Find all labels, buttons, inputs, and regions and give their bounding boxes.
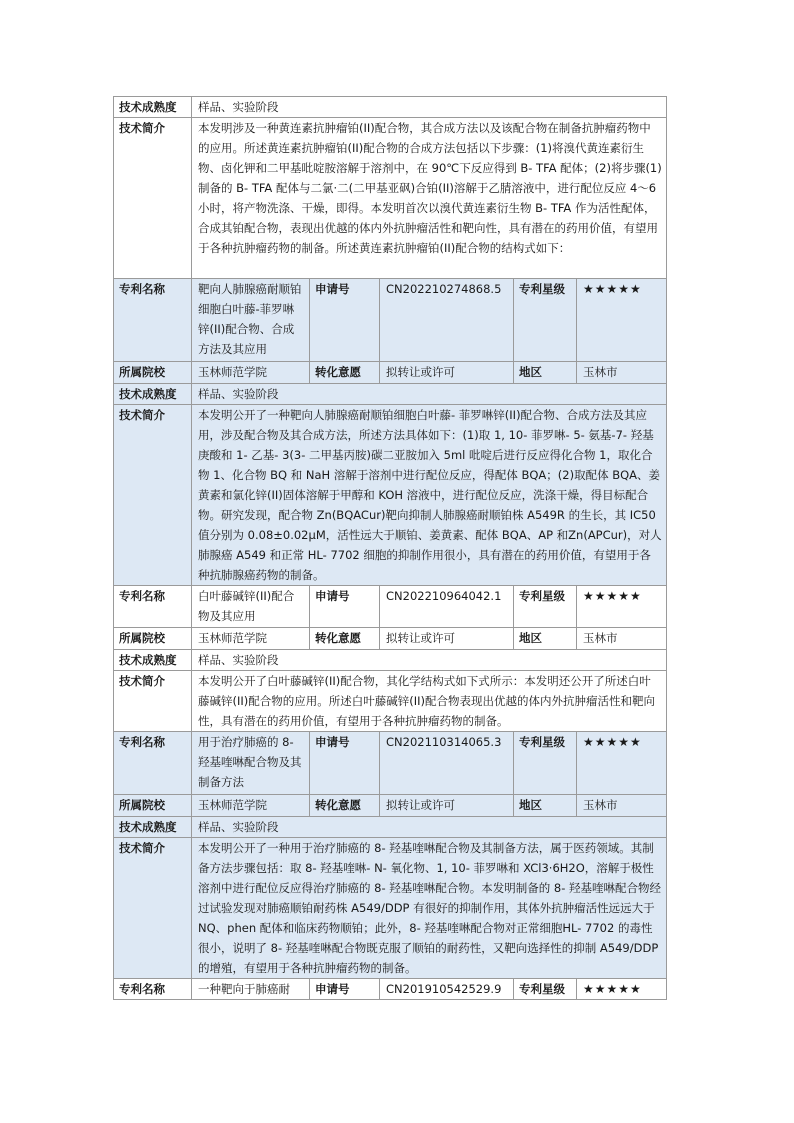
- value-intro: 本发明公开了白叶藤碱锌(II)配合物，其化学结构式如下式所示：本发明还公开了所述白叶藤碱锌(II)配合物的应用。所述白叶藤碱锌(II)配合物表现出优越的体内外抗肿瘤活性和靶向性，具有潜在的药用价值，有望用于各种抗肿瘤药物的制备。: [192, 671, 667, 732]
- value-intro: 本发明涉及一种黄连素抗肿瘤铂(II)配合物，其合成方法以及该配合物在制备抗肿瘤药物中的应用。所述黄连素抗肿瘤铂(II)配合物的合成方法包括以下步骤：(1)将溴代黄连素衍生物、卤化钾和二甲基吡啶胺溶解于溶剂中，在 90℃下反应得到 B- TFA 配体；(2)将步骤(1)制备的 B- TFA 配体与二氯·二(二甲基亚砜)合铂(II)溶解于乙腈溶液中，进行配位反应 4～6 小时，将产物洗涤、干燥，即得。本发明首次以溴代黄连素衍生物 B- TFA 作为活性配体，合成其铂配合物，表现出优越的体内外抗肿瘤活性和靶向性，具有潜在的药用价值，有望用于各种抗肿瘤药物的制备。所述黄连素抗肿瘤铂(II)配合物的结构式如下：: [192, 118, 667, 279]
- value-app-no: CN202210274868.5: [380, 279, 514, 362]
- value-intro: 本发明公开了一种靶向人肺腺癌耐顺铂细胞白叶藤- 菲罗啉锌(II)配合物、合成方法及其应用，涉及配合物及其合成方法，所述方法具体如下：(1)取 1, 10- 菲罗啉- 5- 氨基-7- 羟基庚酸和 1- 乙基- 3(3- 二甲基丙胺)碳二亚胺加入 5ml 吡啶后进行反应得化合物 1，取化合物 1、化合物 BQ 和 NaH 溶解于溶剂中进行配位反应，得配体 BQA；(2)取配体 BQA、姜黄素和氯化锌(II)固体溶解于甲醇和 KOH 溶液中，进行配位反应，洗涤干燥，得目标配合物。研究发现，配合物 Zn(BQACur)靶向抑制人肺腺癌耐顺铂株 A549R 的生长，其 IC50 值分别为 0.08±0.02μM，活性远大于顺铂、姜黄素、配体 BQA、AP 和Zn(APCur)，对人肺腺癌 A549 和正常 HL- 7702 细胞的抑制作用很小，具有潜在的药用价值，有望用于各种抗肺腺癌药物的制备。: [192, 405, 667, 586]
- value-transfer: 拟转让或许可: [380, 362, 514, 384]
- label-school: 所属院校: [114, 628, 192, 650]
- value-patent-name: 一种靶向于肺癌耐: [192, 979, 310, 1000]
- patent-table: [113, 96, 667, 1000]
- label-patent-name: 专利名称: [114, 586, 192, 628]
- label-intro: 技术简介: [114, 671, 192, 732]
- label-transfer: 转化意愿: [310, 362, 380, 384]
- value-patent-name: 白叶藤碱锌(II)配合物及其应用: [192, 586, 310, 628]
- label-app-no: 申请号: [310, 979, 380, 1000]
- value-maturity: 样品、实验阶段: [192, 97, 667, 118]
- row-patent-name: [114, 979, 667, 1000]
- label-school: 所属院校: [114, 362, 192, 384]
- label-maturity: 技术成熟度: [114, 97, 192, 118]
- value-transfer: 拟转让或许可: [380, 628, 514, 650]
- row-school: [114, 795, 667, 817]
- label-intro: 技术简介: [114, 405, 192, 586]
- label-maturity: 技术成熟度: [114, 650, 192, 671]
- row-school: [114, 628, 667, 650]
- value-school: 玉林师范学院: [192, 628, 310, 650]
- value-school: 玉林师范学院: [192, 795, 310, 817]
- value-maturity: 样品、实验阶段: [192, 650, 667, 671]
- label-patent-name: 专利名称: [114, 279, 192, 362]
- value-intro: 本发明公开了一种用于治疗肺癌的 8- 羟基喹啉配合物及其制备方法，属于医药领域。其制备方法步骤包括：取 8- 羟基喹啉- N- 氧化物、1, 10- 菲罗啉和 XCl3·6H2O，溶解于极性溶剂中进行配位反应得治疗肺癌的 8- 羟基喹啉配合物。本发明制备的 8- 羟基喹啉配合物经过试验发现对肺癌顺铂耐药株 A549/DDP 有很好的抑制作用，其体外抗肿瘤活性远远大于 NQ、phen 配体和临床药物顺铂；此外，8- 羟基喹啉配合物对正常细胞HL- 7702 的毒性很小，说明了 8- 羟基喹啉配合物既克服了顺铂的耐药性，又靶向选择性的抑制 A549/DDP 的增殖，有望用于各种抗肿瘤药物的制备。: [192, 838, 667, 979]
- label-intro: 技术简介: [114, 118, 192, 279]
- label-transfer: 转化意愿: [310, 795, 380, 817]
- value-maturity: 样品、实验阶段: [192, 384, 667, 405]
- value-stars: ★★★★★: [577, 586, 667, 628]
- value-region: 玉林市: [577, 795, 667, 817]
- label-region: 地区: [514, 362, 577, 384]
- value-patent-name: 用于治疗肺癌的 8- 羟基喹啉配合物及其制备方法: [192, 732, 310, 795]
- value-region: 玉林市: [577, 362, 667, 384]
- label-patent-name: 专利名称: [114, 732, 192, 795]
- label-transfer: 转化意愿: [310, 628, 380, 650]
- value-stars: ★★★★★: [577, 979, 667, 1000]
- value-stars: ★★★★★: [577, 279, 667, 362]
- value-app-no: CN202210964042.1: [380, 586, 514, 628]
- label-app-no: 申请号: [310, 279, 380, 362]
- value-transfer: 拟转让或许可: [380, 795, 514, 817]
- value-region: 玉林市: [577, 628, 667, 650]
- label-maturity: 技术成熟度: [114, 817, 192, 838]
- label-app-no: 申请号: [310, 732, 380, 795]
- value-school: 玉林师范学院: [192, 362, 310, 384]
- row-patent-name: [114, 279, 667, 362]
- label-region: 地区: [514, 628, 577, 650]
- label-app-no: 申请号: [310, 586, 380, 628]
- row-maturity: [114, 650, 667, 671]
- label-patent-name: 专利名称: [114, 979, 192, 1000]
- label-region: 地区: [514, 795, 577, 817]
- value-app-no: CN201910542529.9: [380, 979, 514, 1000]
- row-patent-name: [114, 732, 667, 795]
- row-maturity: [114, 384, 667, 405]
- row-maturity-top: [114, 97, 667, 118]
- value-maturity: 样品、实验阶段: [192, 817, 667, 838]
- value-stars: ★★★★★: [577, 732, 667, 795]
- label-star: 专利星级: [514, 586, 577, 628]
- value-app-no: CN202110314065.3: [380, 732, 514, 795]
- label-school: 所属院校: [114, 795, 192, 817]
- label-star: 专利星级: [514, 979, 577, 1000]
- row-intro: [114, 405, 667, 586]
- row-maturity: [114, 817, 667, 838]
- patent-table-sheet: [113, 96, 666, 1000]
- row-school: [114, 362, 667, 384]
- row-intro: [114, 671, 667, 732]
- label-intro: 技术简介: [114, 838, 192, 979]
- label-star: 专利星级: [514, 279, 577, 362]
- label-maturity: 技术成熟度: [114, 384, 192, 405]
- value-patent-name: 靶向人肺腺癌耐顺铂细胞白叶藤-菲罗啉锌(II)配合物、合成方法及其应用: [192, 279, 310, 362]
- row-intro: [114, 838, 667, 979]
- row-patent-name: [114, 586, 667, 628]
- label-star: 专利星级: [514, 732, 577, 795]
- row-intro-top: [114, 118, 667, 279]
